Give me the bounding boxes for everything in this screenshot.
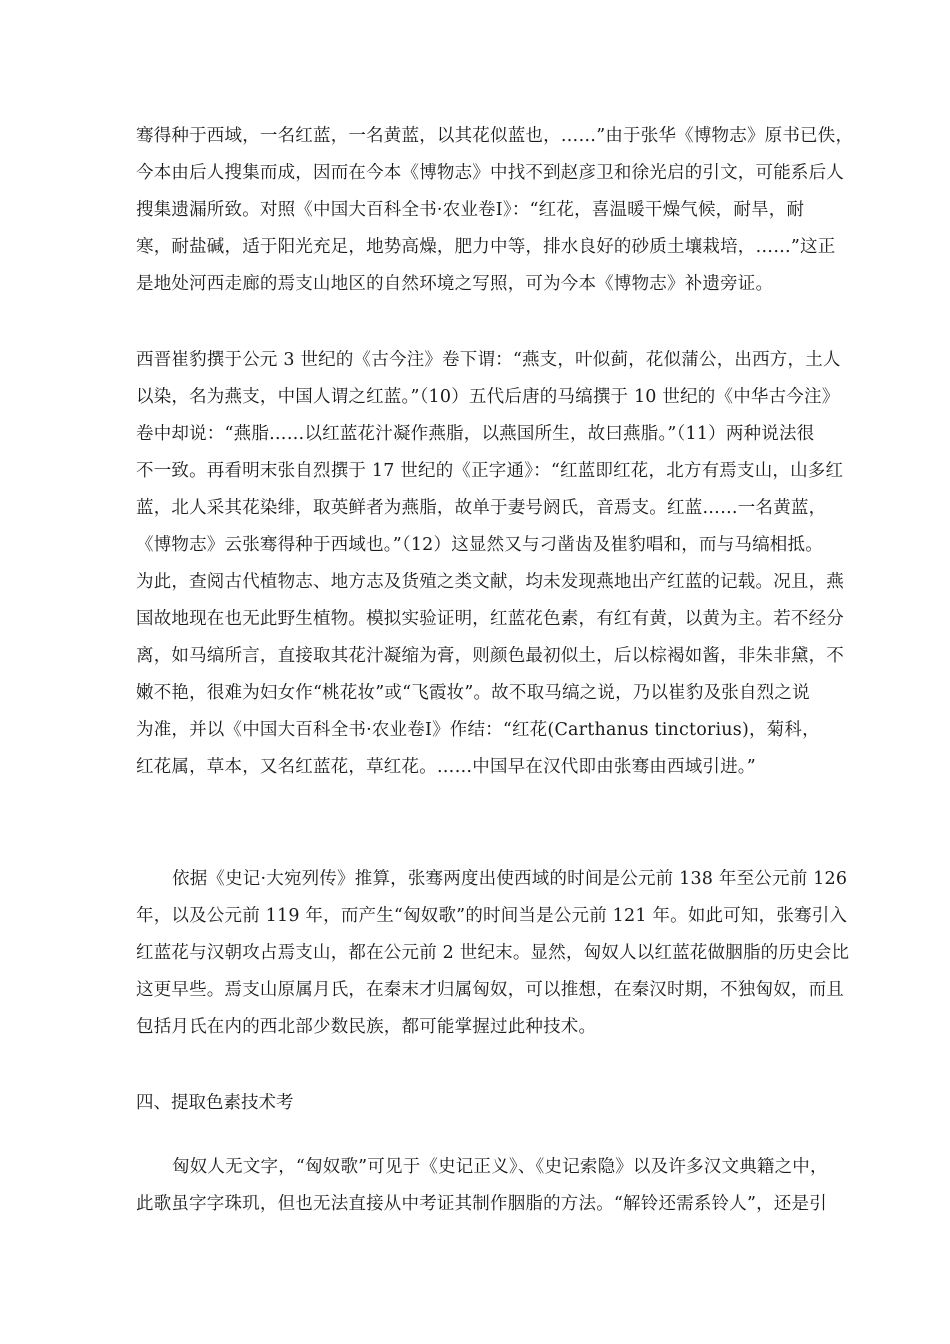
text-line: 搜集遗漏所致。对照《中国大百科全书·农业卷Ⅰ》：“红花，喜温暖干燥气候，耐旱，耐 (136, 200, 805, 220)
text-line: 嫩不艳，很难为妇女作“桃花妆”或“飞霞妆”。故不取马缟之说，乃以崔豹及张自烈之说 (136, 683, 810, 703)
text-line: 蓝，北人采其花染绯，取英鲜者为燕脂，故单于妻号阏氏，音焉支。红蓝……一名黄蓝， (136, 498, 827, 518)
text-line: 西晋崔豹撰于公元 3 世纪的《古今注》卷下谓：“燕支，叶似蓟，花似蒲公，出西方，土人 (136, 350, 841, 370)
text-line: 包括月氏在内的西北部少数民族，都可能掌握过此种技术。 (136, 1017, 597, 1037)
text-line: 《博物志》云张骞得种于西域也。”（12）这显然又与刁凿齿及崔豹唱和，而与马缟相抵。 (136, 535, 823, 555)
text-line: 依据《史记·大宛列传》推算，张骞两度出使西域的时间是公元前 138 年至公元前 126 (172, 869, 848, 889)
text-line: 此歌虽字字珠玑，但也无法直接从中考证其制作胭脂的方法。“解铃还需系铃人”，还是引 (136, 1194, 827, 1214)
text-line: 卷中却说：“燕脂……以红蓝花汁凝作燕脂，以燕国所生，故曰燕脂。”（11）两种说法很 (136, 424, 815, 444)
text-line: 这更早些。焉支山原属月氏，在秦末才归属匈奴，可以推想，在秦汉时期，不独匈奴，而且 (136, 980, 844, 1000)
text-line: 离，如马缟所言，直接取其花汁凝缩为膏，则颜色最初似土，后以棕褐如酱，非朱非黛，不 (136, 646, 844, 666)
text-line: 骞得种于西域，一名红蓝，一名黄蓝，以其花似蓝也，……”由于张华《博物志》原书已佚， (136, 126, 854, 146)
text-line: 匈奴人无文字，“匈奴歌”可见于《史记正义》、《史记索隐》以及许多汉文典籍之中， (172, 1157, 828, 1177)
paragraph-3 (136, 861, 850, 1046)
text-line: 今本由后人搜集而成，因而在今本《博物志》中找不到赵彦卫和徐光启的引文，可能系后人 (136, 163, 844, 183)
text-line: 是地处河西走廊的焉支山地区的自然环境之写照，可为今本《博物志》补遗旁证。 (136, 274, 774, 294)
text-line: 国故地现在也无此野生植物。模拟实验证明，红蓝花色素，有红有黄，以黄为主。若不经分 (136, 609, 844, 629)
paragraph-1 (136, 118, 854, 303)
text-line: 红蓝花与汉朝攻占焉支山，都在公元前 2 世纪末。显然，匈奴人以红蓝花做胭脂的历史会比 (136, 943, 850, 963)
paragraph-4 (136, 1149, 826, 1223)
paragraph-2 (136, 342, 844, 786)
text-line: 寒，耐盐碱，适于阳光充足，地势高燥，肥力中等，排水良好的砂质土壤栽培，……”这正 (136, 237, 836, 257)
text-line: 不一致。再看明末张自烈撰于 17 世纪的《正字通》：“红蓝即红花，北方有焉支山，山多红 (136, 461, 844, 481)
text-line: 为此，查阅古代植物志、地方志及货殖之类文献，均未发现燕地出产红蓝的记载。况且，燕 (136, 572, 844, 592)
section-heading: 四、提取色素技术考 (136, 1093, 294, 1113)
text-line: 以染，名为燕支，中国人谓之红蓝。”（10）五代后唐的马缟撰于 10 世纪的《中华古今注》 (136, 387, 840, 407)
text-line: 为准，并以《中国大百科全书·农业卷Ⅰ》作结：“红花(Carthanus tinctorius)，菊科， (136, 720, 820, 740)
text-line: 红花属，草本，又名红蓝花，草红花。……中国早在汉代即由张骞由西域引进。” (136, 757, 756, 777)
text-line: 年，以及公元前 119 年，而产生“匈奴歌”的时间当是公元前 121 年。如此可知，张骞引入 (136, 906, 848, 926)
